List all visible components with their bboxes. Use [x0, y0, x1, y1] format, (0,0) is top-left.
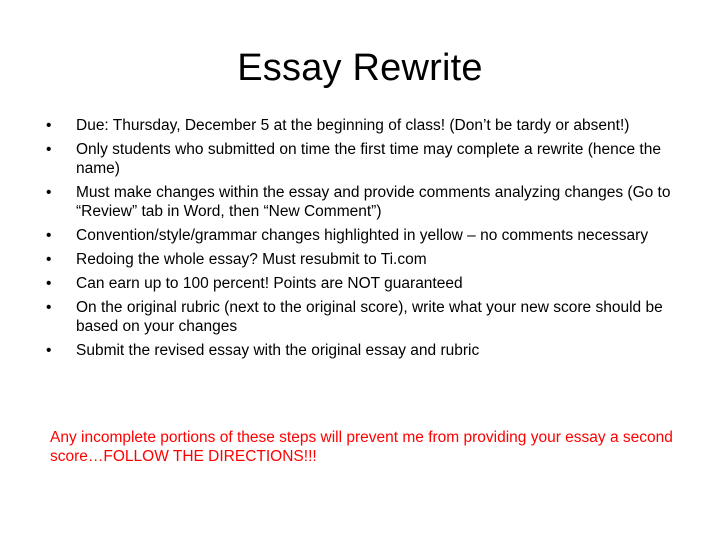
bullet-glyph: •	[46, 275, 52, 292]
bullet-glyph: •	[46, 227, 52, 244]
bullet-text: Must make changes within the essay and provide comments analyzing changes (Go to “Review” tab in Word, then “New Comment”)	[76, 184, 671, 220]
bullet-text: On the original rubric (next to the original score), write what your new score should be based on your changes	[76, 299, 663, 335]
bullet-text: Submit the revised essay with the original essay and rubric	[76, 342, 480, 359]
bullet-item	[44, 116, 704, 135]
bullet-item	[44, 226, 704, 245]
bullet-item	[44, 183, 704, 221]
bullet-text: Redoing the whole essay? Must resubmit to Ti.com	[76, 251, 427, 268]
bullet-list	[44, 116, 704, 365]
bullet-glyph: •	[46, 342, 52, 359]
bullet-glyph: •	[46, 117, 52, 134]
bullet-text: Due: Thursday, December 5 at the beginning of class! (Don’t be tardy or absent!)	[76, 117, 630, 134]
bullet-item	[44, 298, 704, 336]
bullet-item	[44, 140, 704, 178]
bullet-glyph: •	[46, 141, 52, 158]
bullet-text: Convention/style/grammar changes highlighted in yellow – no comments necessary	[76, 227, 649, 244]
slide-title: Essay Rewrite	[237, 47, 483, 89]
bullet-glyph: •	[46, 251, 52, 268]
bullet-item	[44, 250, 704, 269]
bullet-glyph: •	[46, 184, 52, 201]
bullet-item	[44, 341, 704, 360]
bullet-item	[44, 274, 704, 293]
bullet-text: Can earn up to 100 percent! Points are NOT guaranteed	[76, 275, 463, 292]
warning-text: Any incomplete portions of these steps will prevent me from providing your essay a second score…FOLLOW THE DIRECTIONS!!!	[50, 429, 673, 465]
bullet-glyph: •	[46, 299, 52, 316]
bullet-text: Only students who submitted on time the first time may complete a rewrite (hence the name)	[76, 141, 661, 177]
